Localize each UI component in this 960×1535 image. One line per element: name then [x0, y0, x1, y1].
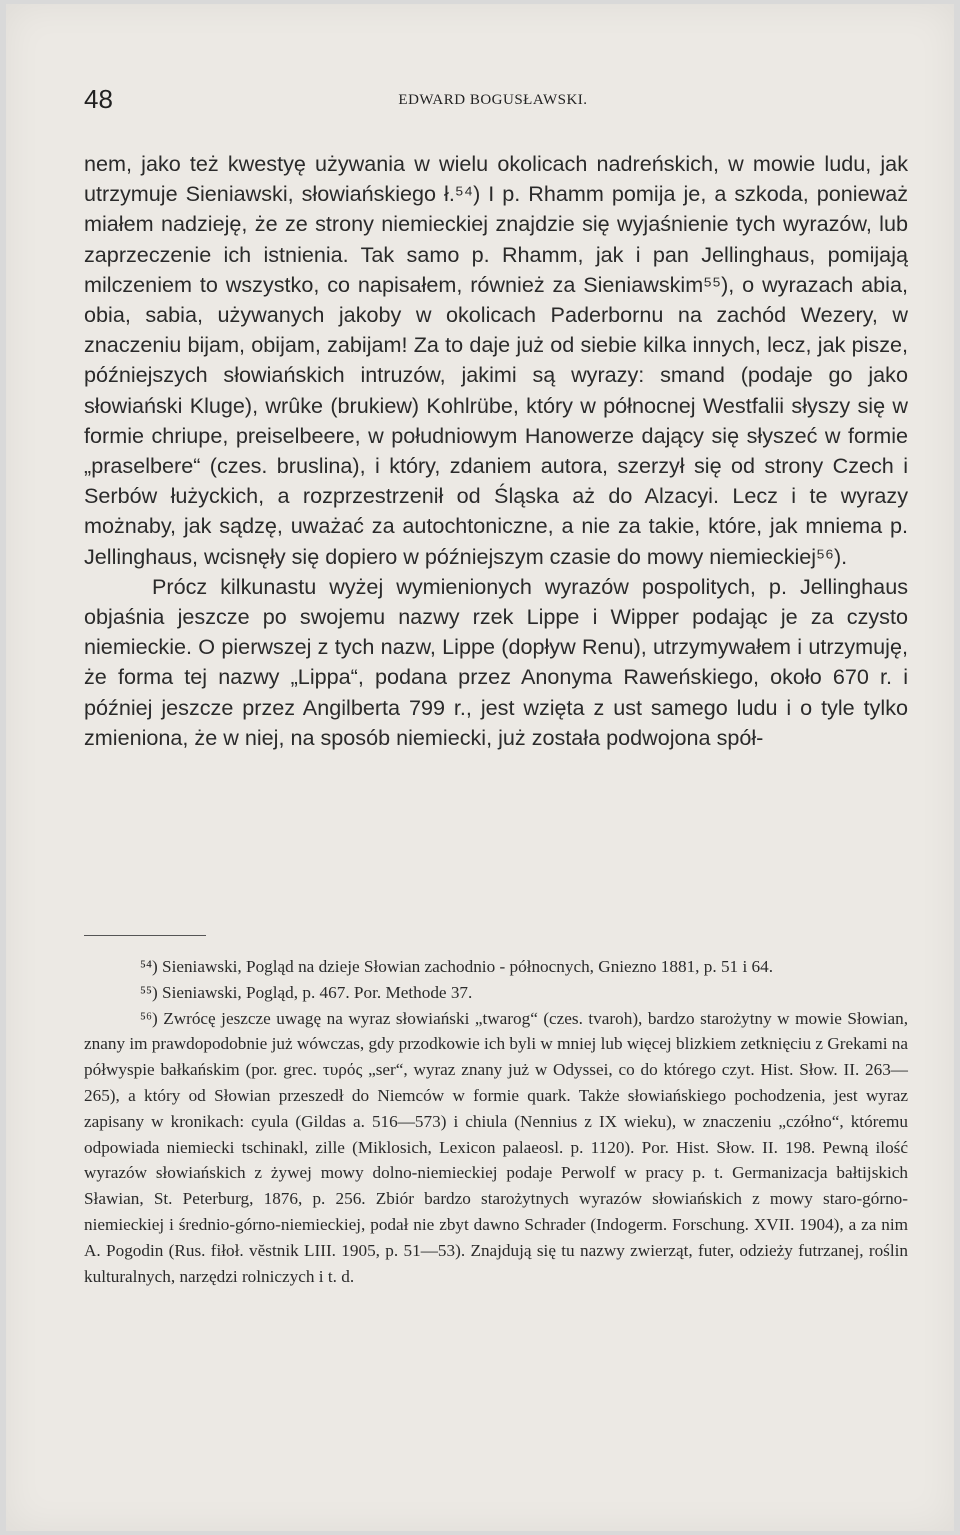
page-number: 48 — [84, 84, 113, 114]
main-text — [84, 149, 908, 753]
paragraph: Prócz kilkunastu wyżej wymienionych wyrazów pospolitych, p. Jellinghaus objaśnia jeszcze po swojemu nazwy rzek Lippe i Wipper podając je za czysto niemieckie. O pierwszej z tych nazw, Lippe (dopływ Renu), utrzymywałem i utrzymuję, że forma tej nazwy „Lippa“, podana przez Anonyma Raweńskiego, około 670 r. i później jeszcze przez Angilberta 799 r., jest wzięta z ust samego ludu i o tyle tylko zmieniona, że w niej, na sposób niemiecki, już została podwojona spół- — [84, 573, 908, 750]
footnote-56: ⁵⁶) Zwrócę jeszcze uwagę na wyraz słowiański „twarog“ (czes. tvaroh), bardzo starożytny w mowie Słowian, znany im prawdopodobnie już wówczas, gdy przodkowie ich byli w mniej lub więcej blizkiem zetknięciu z Grekami na półwyspie bałkańskim (por. grec. τυρός „ser“, wyraz znany już w Odyssei, co do którego czyt. Hist. Słow. II. 263—265), a który od Słowian przeszedł do Niemców w formie quark. Także słowiańskiego pochodzenia, jest wyraz zapisany w kronikach: cyula (Gildas a. 516—573) i chiula (Nennius z IX wieku), w znaczeniu „czółno“, któremu odpowiada niemiecki tschinakl, zille (Miklosich, Lexicon palaeosl. p. 1120). Por. Hist. Słow. II. 198. Pewną ilość wyrazów słowiańskich z żywej mowy dolno-niemieckiej podaje Perwolf w pracy p. t. Germanizacja bałtijskich Sławian, St. Peterburg, 1876, p. 256. Zbiór bardzo starożytnych wyrazów słowiańskich z mowy staro-górno-niemieckiej i średnio-górno-niemieckiej, podał nie zbyt dawno Schrader (Indogerm. Forschung. XVII. 1904), a za nim A. Pogodin (Rus. fiłoł. vĕstnik LIII. 1905, p. 51—53). Znajdują się tu nazwy zwierząt, futer, odzieży futrzanej, roślin kulturalnych, narzędzi rolniczych i t. d. — [84, 1008, 908, 1286]
book-page — [6, 4, 954, 1531]
footnote-separator — [84, 935, 206, 936]
footnote-55: ⁵⁵) Sieniawski, Pogląd, p. 467. Por. Methode 37. — [140, 982, 473, 1002]
running-head: EDWARD BOGUSŁAWSKI. — [398, 92, 588, 108]
paragraph: nem, jako też kwestyę używania w wielu okolicach nadreńskich, w mowie ludu, jak utrzymuje Sieniawski, słowiańskiego ł.⁵⁴) I p. Rhamm pomija je, a szkoda, ponieważ miałem nadzieję, że ze strony niemieckiej znajdzie się wyjaśnienie tych wyrazów, lub zaprzeczenie ich istnienia. Tak samo p. Rhamm, jak i pan Jellinghaus, pomijają milczeniem to wszystko, co napisałem, również za Sieniawskim⁵⁵), o wyrazach abia, obia, sabia, używanych jakoby w okolicach Paderbornu na zachód Wezery, w znaczeniu bijam, obijam, zabijam! Za to daje już od siebie kilka innych, lecz, jak pisze, późniejszych słowiańskich intruzów, jakimi są wyrazy: smand (podaje go jako słowiański Kluge), wrûke (brukiew) Kohlrübe, który w północnej Westfalii słyszy się w formie chriupe, preiselbeere, w południowym Hanowerze dający się słyszeć w formie „praselbere“ (czes. bruslina), i który, zdaniem autora, szerzył się od strony Czech i Serbów łużyckich, a rozprzestrzenił od Śląska aż do Alzacyi. Lecz i te wyrazy możnaby, jak sądzę, uważać za autochtoniczne, a nie za takie, które, jak mniema p. Jellinghaus, wcisnęły się dopiero w późniejszym czasie do mowy niemieckiej⁵⁶). — [84, 151, 908, 569]
footnotes — [84, 954, 908, 1289]
page-header — [78, 84, 908, 120]
footnote-54: ⁵⁴) Sieniawski, Pogląd na dzieje Słowian zachodnio - północnych, Gniezno 1881, p. 51 i 64. — [140, 957, 774, 976]
